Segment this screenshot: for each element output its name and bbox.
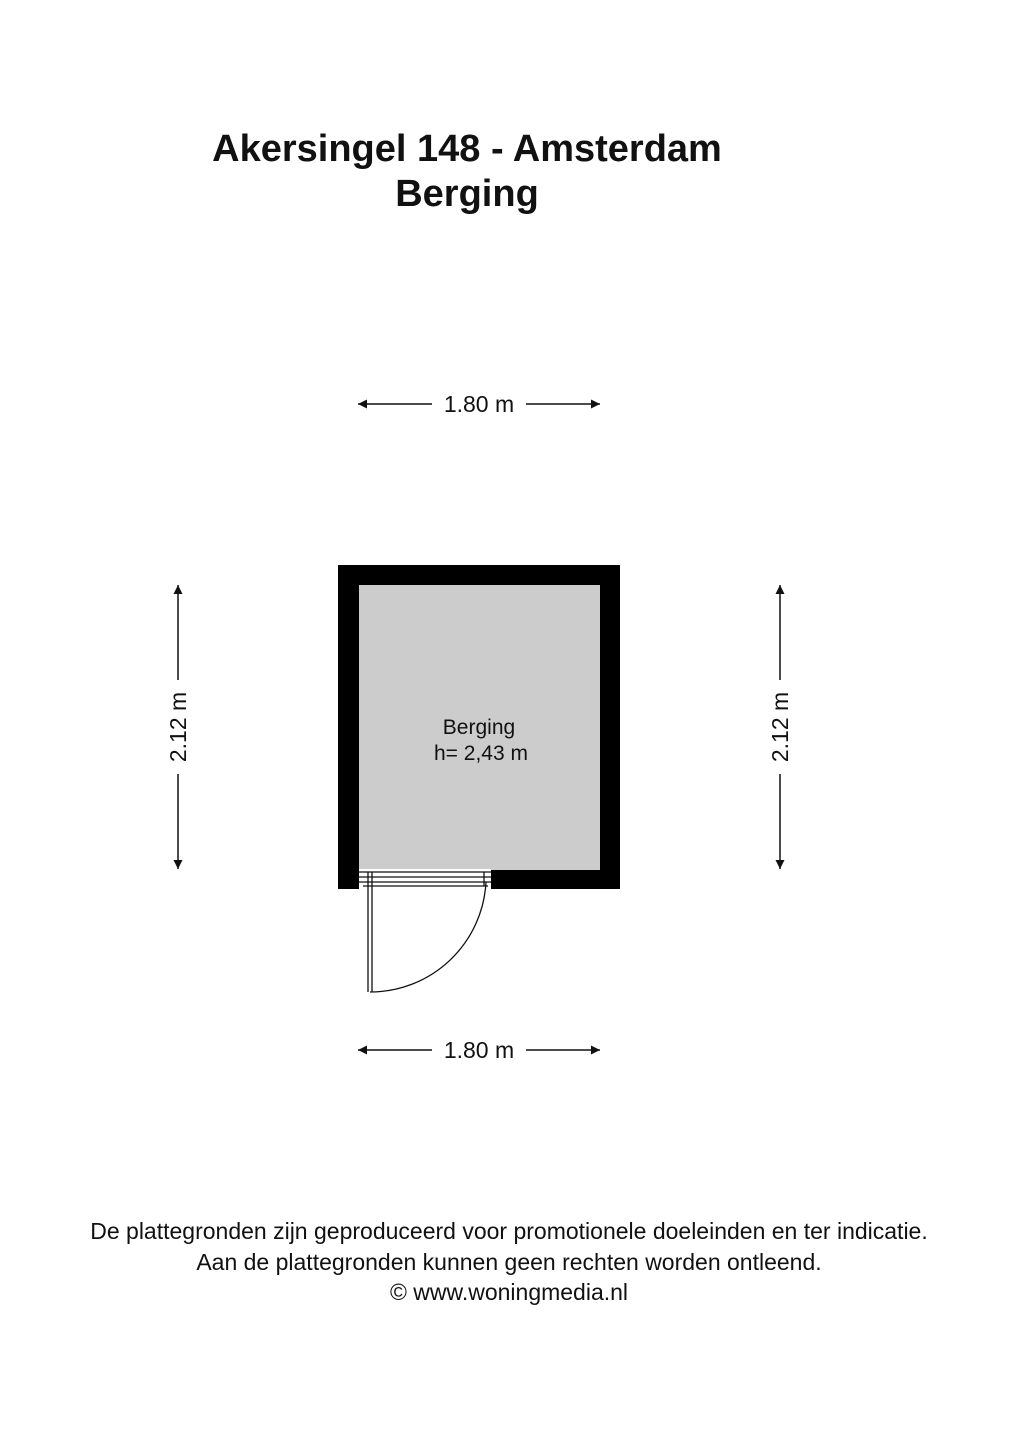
floor-name: Berging [395, 173, 539, 215]
disclaimer-line-2: Aan de plattegronden kunnen geen rechten worden ontleend. [196, 1249, 822, 1275]
page-title: Akersingel 148 - Amsterdam [212, 128, 722, 170]
room-height: h= 2,43 m [434, 742, 528, 765]
room-name: Berging [442, 716, 516, 739]
dimension-top [358, 391, 600, 417]
dimension-right-label: 2.12 m [767, 691, 793, 763]
dimension-bottom-label: 1.80 m [443, 1037, 515, 1063]
disclaimer-line-1: De plattegronden zijn geproduceerd voor promotionele doeleinden en ter indicatie. [90, 1218, 928, 1244]
dimension-bottom [358, 1037, 600, 1063]
dimension-left-label: 2.12 m [165, 691, 191, 763]
dimension-top-label: 1.80 m [443, 391, 515, 417]
copyright: © www.woningmedia.nl [389, 1279, 629, 1305]
dimension-right [767, 585, 793, 869]
dimension-left [165, 585, 191, 869]
